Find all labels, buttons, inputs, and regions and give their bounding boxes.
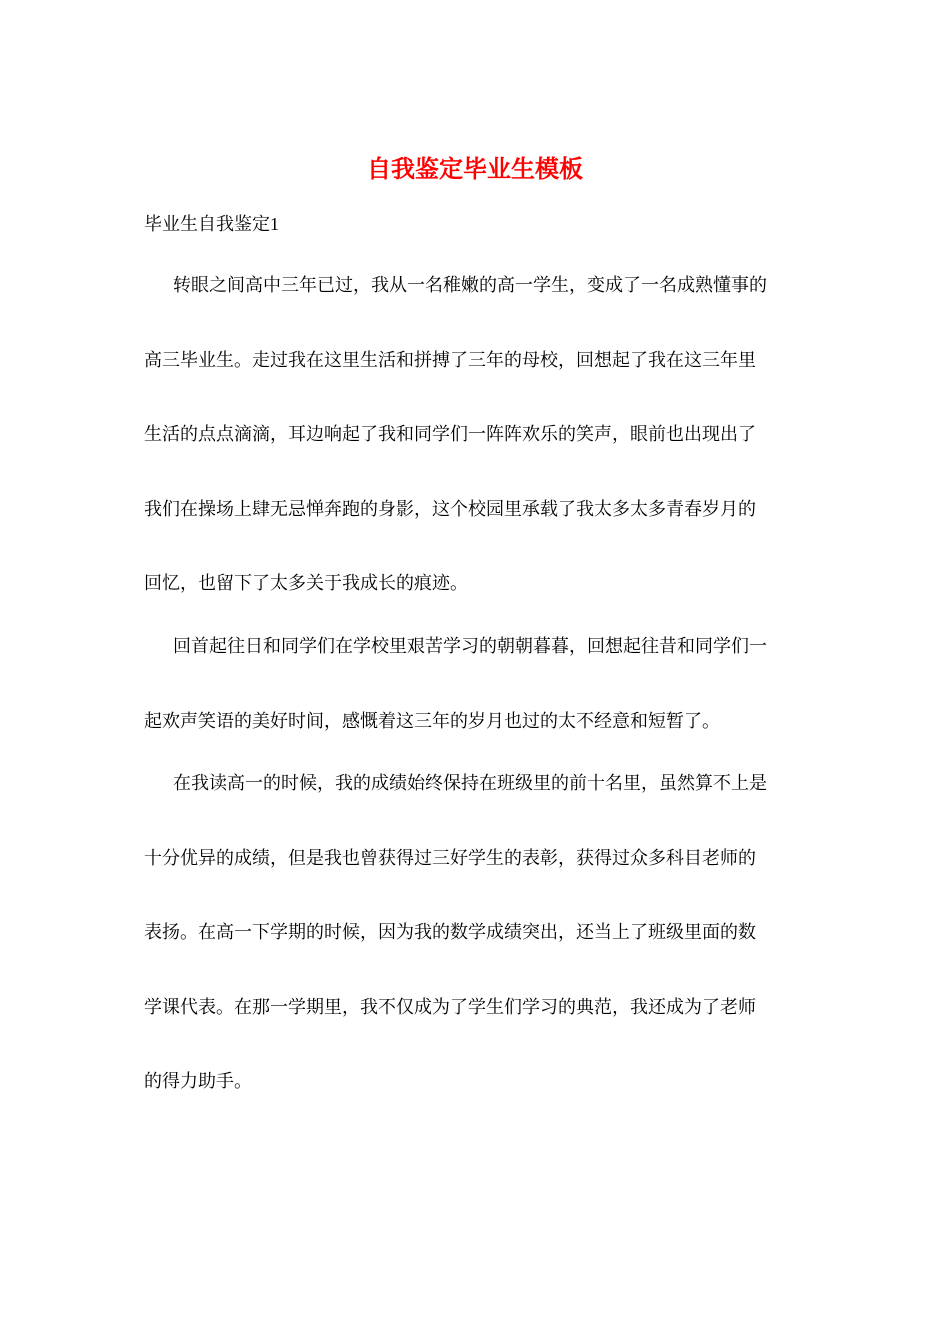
- paragraph-line: 回忆，也留下了太多关于我成长的痕迹。: [144, 573, 468, 594]
- paragraph-line: 高三毕业生。走过我在这里生活和拼搏了三年的母校，回想起了我在这三年里: [144, 349, 756, 371]
- document-title: 自我鉴定毕业生模板: [367, 154, 583, 183]
- paragraph-line: 转眼之间高中三年已过，我从一名稚嫩的高一学生，变成了一名成熟懂事的: [173, 275, 767, 296]
- paragraph-1: [144, 249, 814, 622]
- paragraph-line: 我们在操场上肆无忌惮奔跑的身影，这个校园里承载了我太多太多青春岁月的: [144, 498, 756, 520]
- section-heading-number: 1: [270, 214, 279, 234]
- paragraph-line: 学课代表。在那一学期里，我不仅成为了学生们学习的典范，我还成为了老师: [144, 996, 756, 1018]
- paragraph-line: 的得力助手。: [144, 1071, 252, 1092]
- section-heading: [144, 211, 279, 238]
- paragraph-3: [144, 747, 814, 1120]
- paragraph-line: 生活的点点滴滴，耳边响起了我和同学们一阵阵欢乐的笑声，眼前也出现出了: [144, 424, 756, 445]
- paragraph-line: 十分优异的成绩，但是我也曾获得过三好学生的表彰，获得过众多科目老师的: [144, 847, 756, 869]
- section-heading-text: 毕业生自我鉴定: [144, 214, 270, 235]
- paragraph-2: [144, 610, 814, 759]
- paragraph-line: 起欢声笑语的美好时间，感慨着这三年的岁月也过的太不经意和短暂了。: [144, 710, 720, 732]
- paragraph-line: 在我读高一的时候，我的成绩始终保持在班级里的前十名里，虽然算不上是: [173, 773, 767, 794]
- paragraph-line: 表扬。在高一下学期的时候，因为我的数学成绩突出，还当上了班级里面的数: [144, 922, 756, 943]
- paragraph-line: 回首起往日和同学们在学校里艰苦学习的朝朝暮暮，回想起往昔和同学们一: [173, 636, 767, 657]
